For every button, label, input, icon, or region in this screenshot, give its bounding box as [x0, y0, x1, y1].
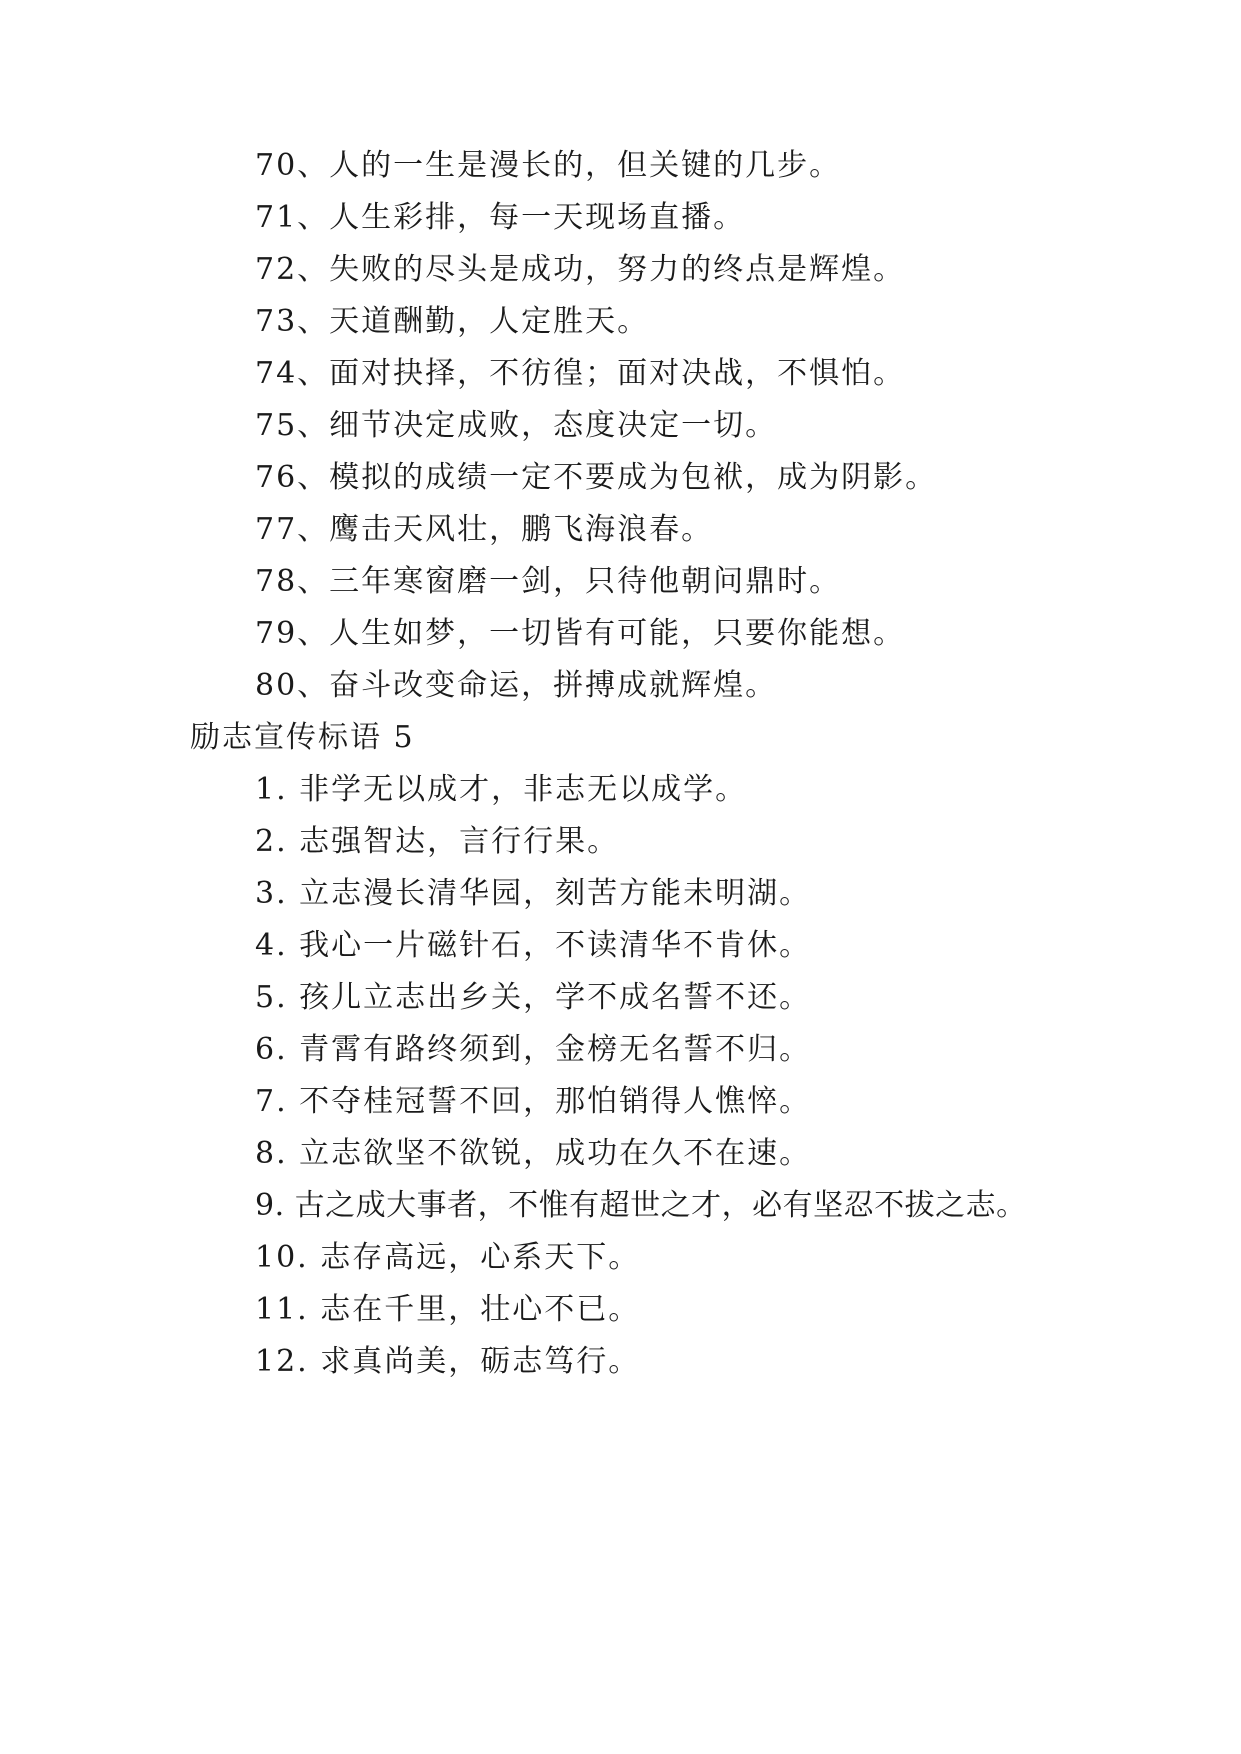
list-item: 4. 我心一片磁针石，不读清华不肯休。: [255, 928, 812, 963]
list-item: 73、天道酬勤，人定胜天。: [255, 304, 650, 339]
list-item: 70、人的一生是漫长的，但关键的几步。: [255, 148, 842, 183]
list-item: 6. 青霄有路终须到，金榜无名誓不归。: [255, 1032, 812, 1067]
list-item: 74、面对抉择，不彷徨；面对决战，不惧怕。: [255, 356, 906, 391]
list-item: 11. 志在千里，壮心不已。: [255, 1292, 641, 1327]
list-item: 71、人生彩排，每一天现场直播。: [255, 200, 746, 235]
list-item: 76、模拟的成绩一定不要成为包袱，成为阴影。: [255, 460, 938, 495]
list-item: 80、奋斗改变命运，拼搏成就辉煌。: [255, 668, 778, 703]
list-item: 3. 立志漫长清华园，刻苦方能未明湖。: [255, 876, 812, 911]
list-item: 10. 志存高远，心系天下。: [255, 1240, 641, 1275]
list-item: 75、细节决定成败，态度决定一切。: [255, 408, 778, 443]
list-item: 7. 不夺桂冠誓不回，那怕销得人憔悴。: [255, 1084, 812, 1119]
list-item: 9. 古之成大事者，不惟有超世之才，必有坚忍不拔之志。: [255, 1188, 1027, 1223]
list-item: 72、失败的尽头是成功，努力的终点是辉煌。: [255, 252, 906, 287]
list-item: 5. 孩儿立志出乡关，学不成名誓不还。: [255, 980, 812, 1015]
section-heading: 励志宣传标语 5: [190, 720, 415, 755]
list-item: 77、鹰击天风壮，鹏飞海浪春。: [255, 512, 714, 547]
list-item: 2. 志强智达，言行行果。: [255, 824, 620, 859]
list-item: 1. 非学无以成才，非志无以成学。: [255, 772, 748, 807]
list-item: 79、人生如梦，一切皆有可能，只要你能想。: [255, 616, 906, 651]
list-item: 78、三年寒窗磨一剑，只待他朝问鼎时。: [255, 564, 842, 599]
list-item: 8. 立志欲坚不欲锐，成功在久不在速。: [255, 1136, 812, 1171]
list-item: 12. 求真尚美，砺志笃行。: [255, 1344, 641, 1379]
